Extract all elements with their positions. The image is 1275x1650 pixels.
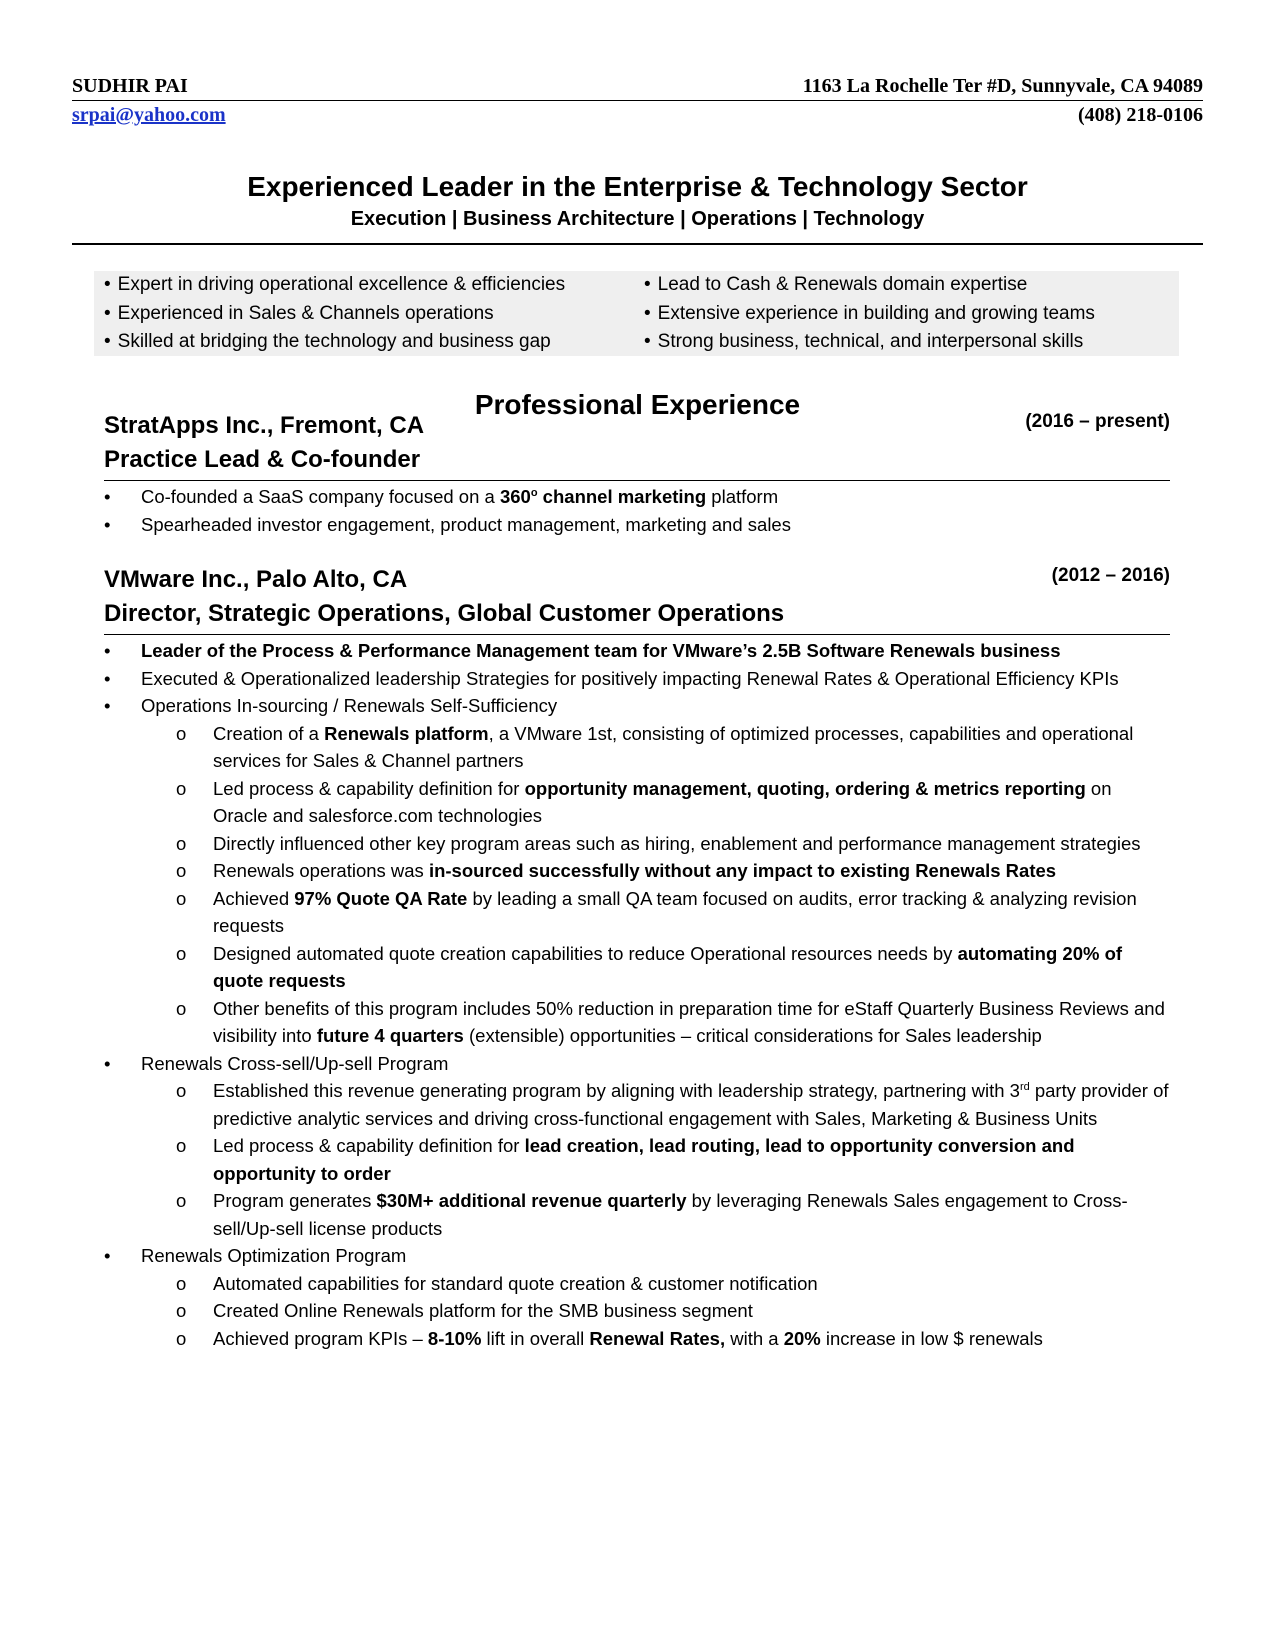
bullet-sup: o	[530, 487, 538, 499]
sub-bold: $30M+ additional revenue quarterly	[376, 1190, 687, 1211]
bullet-item	[104, 483, 1170, 511]
sub-bold: 8-10%	[427, 1327, 482, 1349]
sub-bullet-item	[141, 1187, 1170, 1242]
bullet-item: • Executed & Operationalized leadership Strategies for positively impacting Renewal Rates & Operational Efficiency KPIs	[104, 665, 1170, 693]
sub-text: increase in low $ renewals	[820, 1327, 1043, 1349]
sub-bold: Renewal Rates,	[589, 1327, 726, 1349]
sub-text: on Oracle and salesforce.com technologies	[213, 777, 1112, 826]
phone: (408) 218-0106	[1078, 104, 1203, 126]
skill-item: • Strong business, technical, and interpersonal skills	[644, 328, 1179, 357]
sub-text: Other benefits of this program includes 50% reduction in preparation time for eStaff Quarterly Business Reviews and visibility into	[213, 997, 1165, 1046]
sub-bullets	[141, 1077, 1170, 1242]
bullet-bold: 360	[499, 486, 531, 507]
sub-text: party provider of predictive analytic services and driving cross-functional engagement with Sales, Marketing & Business Units	[213, 1080, 1169, 1129]
bullet-item	[104, 1050, 1170, 1243]
contact-header	[72, 74, 1203, 127]
bullet-item	[104, 692, 1170, 1050]
sub-bullet-item: o Created Online Renewals platform for the SMB business segment	[141, 1297, 1170, 1325]
sub-text: Directly influenced other key program areas such as hiring, enablement and performance management strategies	[213, 832, 1141, 854]
skills-box	[94, 271, 1179, 356]
sub-text: Program generates	[213, 1190, 377, 1211]
job-role: Director, Strategic Operations, Global Customer Operations	[104, 597, 1170, 635]
sub-text: Achieved	[213, 887, 295, 909]
sub-text: with a	[725, 1327, 784, 1349]
headline-subtitle: Execution | Business Architecture | Operations | Technology	[350, 208, 925, 230]
sub-text: Achieved program KPIs –	[213, 1327, 428, 1349]
sub-text: , a VMware 1st, consisting of optimized processes, capabilities and operational services for Sales & Channel partners	[213, 722, 1134, 771]
sub-text: Creation of a	[213, 722, 325, 744]
bullet-text: platform	[706, 486, 779, 507]
bullet-text: Co-founded a SaaS company focused on a	[141, 486, 500, 507]
job-vmware	[104, 563, 1170, 1352]
skill-item: • Lead to Cash & Renewals domain expertise	[644, 271, 1179, 300]
sub-bullet-item	[141, 830, 1170, 858]
job-role: Practice Lead & Co-founder	[104, 443, 1170, 481]
sub-sup: rd	[1019, 1081, 1030, 1093]
sub-bullet-item	[141, 885, 1170, 940]
sub-bullet-item	[141, 940, 1170, 995]
job-dates: (2012 – 2016)	[1051, 565, 1170, 586]
sub-bold: future 4 quarters	[316, 1025, 464, 1046]
sub-bold: 20%	[783, 1327, 821, 1349]
sub-bold: in-sourced successfully without any impact to existing Renewals Rates	[428, 860, 1057, 881]
sub-bullet-item	[141, 1132, 1170, 1187]
sub-bullet-item	[141, 1077, 1170, 1132]
address: 1163 La Rochelle Ter #D, Sunnyvale, CA 94089	[802, 75, 1203, 97]
sub-bold: Renewals platform	[324, 722, 489, 744]
sub-text: Designed automated quote creation capabilities to reduce Operational resources needs by	[213, 942, 958, 964]
contact-row-1	[72, 74, 1203, 101]
sub-bullet-item	[141, 1325, 1170, 1353]
job-bullets	[104, 483, 1170, 538]
bullet-bold: Leader of the Process & Performance Management team for VMware’s 2.5B Software Renewals business	[141, 640, 1061, 661]
bullet-item	[104, 637, 1170, 665]
skills-left-list	[94, 271, 634, 357]
section-title-experience: Professional Experience	[474, 389, 801, 420]
sub-bullets	[141, 720, 1170, 1050]
headline-title: Experienced Leader in the Enterprise & Technology Sector	[247, 171, 1028, 202]
headline	[72, 170, 1203, 232]
bullet-item: • Spearheaded investor engagement, product management, marketing and sales	[104, 511, 1170, 539]
bullet-text: Operations In-sourcing / Renewals Self-Sufficiency	[141, 695, 558, 716]
sub-text: by leading a small QA team focused on audits, error tracking & analyzing revision requests	[213, 887, 1137, 936]
sub-bullet-item	[141, 857, 1170, 885]
skill-item: • Experienced in Sales & Channels operations	[104, 300, 634, 329]
skill-item: • Skilled at bridging the technology and business gap	[104, 328, 634, 357]
sub-bullet-item	[141, 995, 1170, 1050]
sub-bullet-item	[141, 720, 1170, 775]
bullet-item	[104, 1242, 1170, 1352]
skills-right-list	[634, 271, 1179, 357]
sub-bold: 97% Quote QA Rate	[294, 887, 468, 909]
skill-item: • Expert in driving operational excellence & efficiencies	[104, 271, 634, 300]
bullet-bold: channel marketing	[537, 486, 707, 507]
sub-bold: opportunity management, quoting, ordering & metrics reporting	[524, 777, 1086, 799]
sub-bold: lead creation, lead routing, lead to opportunity conversion and opportunity to order	[213, 1135, 1075, 1184]
sub-text: lift in overall	[481, 1327, 590, 1349]
job-stratapps	[104, 409, 1170, 538]
sub-bold: automating 20% of quote requests	[213, 942, 1123, 991]
job-dates: (2016 – present)	[1025, 411, 1170, 432]
sub-text: Led process & capability definition for	[213, 1135, 525, 1156]
sub-text: by leveraging Renewals Sales engagement to Cross-sell/Up-sell license products	[213, 1190, 1128, 1239]
sub-text: Led process & capability definition for	[213, 777, 525, 799]
company-name: VMware Inc., Palo Alto, CA	[104, 566, 408, 593]
sub-bullet-item	[141, 775, 1170, 830]
headline-divider	[72, 243, 1203, 245]
job-bullets	[104, 637, 1170, 1352]
company-name: StratApps Inc., Fremont, CA	[104, 412, 425, 439]
bullet-text: Renewals Optimization Program	[141, 1245, 407, 1266]
sub-text: (extensible) opportunities – critical considerations for Sales leadership	[463, 1025, 1042, 1046]
sub-text: Renewals operations was	[213, 860, 429, 881]
sub-bullet-item: o Automated capabilities for standard quote creation & customer notification	[141, 1270, 1170, 1298]
skill-item: • Extensive experience in building and growing teams	[644, 300, 1179, 329]
sub-bullets	[141, 1270, 1170, 1353]
contact-row-2	[72, 103, 1203, 127]
candidate-name: SUDHIR PAI	[72, 75, 188, 97]
email-link[interactable]: srpai@yahoo.com	[72, 104, 226, 126]
bullet-text: Renewals Cross-sell/Up-sell Program	[141, 1052, 449, 1074]
sub-text: Established this revenue generating program by aligning with leadership strategy, partnering with 3	[213, 1080, 1020, 1101]
